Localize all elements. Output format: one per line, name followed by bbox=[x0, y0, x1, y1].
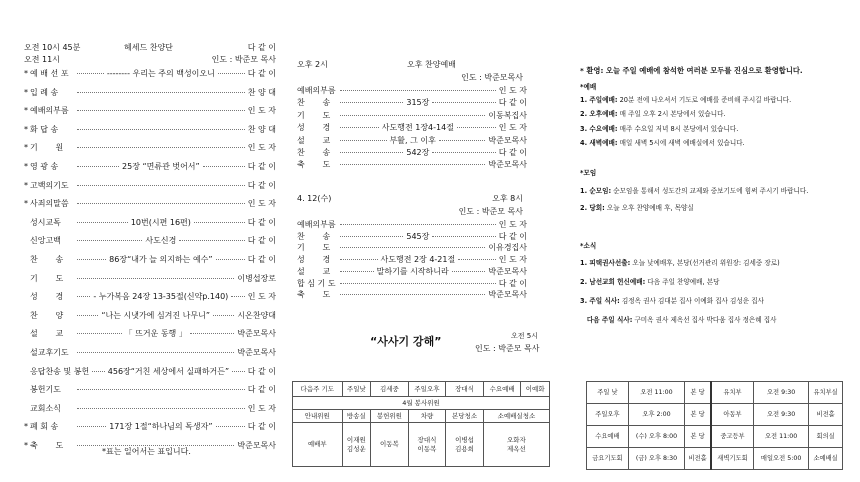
item-leader: 인 도 자 bbox=[498, 123, 528, 133]
item-content: 86장“내가 늘 의지하는 예수” bbox=[109, 255, 213, 264]
item-leader: 박준모목사 bbox=[237, 348, 276, 357]
schedule-cell: 회의실 bbox=[809, 426, 843, 448]
leader-dots bbox=[340, 294, 485, 295]
item-label: 봉헌기도 bbox=[30, 385, 61, 395]
duty-month-title: 4월 봉사위원 bbox=[293, 397, 550, 410]
duty-table bbox=[292, 381, 550, 467]
announcement-text: 김정옥 권사 김대분 집사 이예화 집사 김성운 집사 bbox=[619, 297, 764, 305]
item-content: 사도행전 1장4-14절 bbox=[381, 123, 454, 133]
item-leader: 이병섭장로 bbox=[237, 273, 276, 283]
item-leader: 이동복집사 bbox=[488, 110, 527, 120]
leader-dots bbox=[232, 371, 245, 372]
morning-header-time: 오전 10시 45분 bbox=[24, 43, 81, 52]
wednesday-row bbox=[297, 266, 527, 277]
item-label: 예배의부름 bbox=[297, 86, 336, 95]
duty-cell: 수요예배 bbox=[483, 382, 521, 397]
liturgy-row bbox=[24, 310, 276, 321]
item-leader: 다 같 이 bbox=[247, 236, 277, 246]
leader-dots bbox=[216, 259, 245, 260]
item-label: 성시교독 bbox=[30, 217, 61, 227]
item-content: 542장 bbox=[406, 148, 430, 157]
item-label: 응답찬송 및 봉헌 bbox=[30, 366, 90, 376]
item-content: 「 뜨거운 동행 」 bbox=[124, 329, 187, 339]
duty-name: 예배부 bbox=[293, 423, 343, 467]
item-leader: 다 같 이 bbox=[498, 278, 527, 288]
schedule-cell: 본 당 bbox=[685, 404, 711, 426]
item-label: 예배의부름 bbox=[297, 220, 336, 229]
item-label: 찬 송 bbox=[297, 98, 331, 108]
announcement-lead: 2. 오후예배: bbox=[580, 110, 618, 119]
afternoon-title: 오후 찬양예배 bbox=[407, 60, 456, 69]
leader-dots bbox=[77, 296, 90, 297]
morning-header-title: 헤세드 찬양단 bbox=[124, 43, 173, 52]
schedule-cell: 오전 9:30 bbox=[753, 404, 808, 426]
announcement-lead: 4. 새벽예배: bbox=[580, 139, 618, 148]
leader-dots bbox=[77, 408, 245, 409]
leader-dots bbox=[77, 147, 245, 148]
leader-dots bbox=[77, 389, 245, 390]
leader-dots bbox=[340, 247, 485, 248]
leader-dots bbox=[77, 129, 245, 130]
item-label: 고백의기도 bbox=[30, 180, 69, 190]
leader-dots bbox=[218, 73, 245, 74]
schedule-row bbox=[587, 404, 843, 426]
item-label: 찬 송 bbox=[297, 148, 331, 157]
item-leader: 인 도 자 bbox=[247, 403, 276, 413]
announcement-lead: 1. 순모임: bbox=[580, 187, 612, 195]
duty-cell: 김세중 bbox=[371, 382, 409, 397]
duty-cell: 다음주 기도 bbox=[293, 382, 343, 397]
item-label: 축 도 bbox=[297, 290, 331, 300]
wednesday-row bbox=[297, 231, 527, 242]
liturgy-row bbox=[24, 161, 276, 172]
duty-name: 이병섭 김용희 bbox=[446, 423, 484, 467]
announcement-item bbox=[580, 276, 719, 286]
liturgy-row bbox=[24, 235, 276, 246]
liturgy-row bbox=[24, 366, 276, 377]
leader-dots bbox=[340, 271, 374, 272]
schedule-row bbox=[587, 448, 843, 470]
leader-dots bbox=[77, 203, 245, 204]
leader-dots bbox=[77, 110, 245, 111]
leader-dots bbox=[203, 166, 245, 167]
group-heading: *모임 bbox=[580, 169, 597, 177]
sasagi-leader: 인도 : 박준모 목사 bbox=[475, 344, 540, 353]
announcement-item bbox=[580, 108, 726, 118]
item-leader: 찬 양 대 bbox=[247, 124, 276, 134]
announcement-lead: 3. 주일 식사: bbox=[580, 297, 620, 305]
liturgy-row bbox=[24, 142, 276, 153]
item-label: 사죄의말씀 bbox=[30, 199, 69, 209]
announcement-text: 다음 주일 찬양예배, 본당 bbox=[645, 278, 720, 286]
standing-mark: * bbox=[24, 441, 28, 450]
leader-dots bbox=[77, 73, 104, 74]
item-label: 성 경 bbox=[297, 123, 331, 133]
liturgy-row bbox=[24, 217, 276, 228]
item-leader: 인 도 자 bbox=[498, 86, 527, 95]
schedule-cell: (수) 오후 8:00 bbox=[628, 426, 684, 448]
item-label: 성 경 bbox=[30, 292, 64, 302]
announcements bbox=[580, 0, 850, 340]
schedule-cell: 소예배실 bbox=[809, 448, 843, 470]
item-leader: 다 같 이 bbox=[247, 366, 277, 376]
schedule-cell: (금) 오후 8:30 bbox=[628, 448, 684, 470]
sasagi-time: 오전 5시 bbox=[511, 332, 538, 340]
leader-dots bbox=[194, 222, 245, 223]
item-label: 기 원 bbox=[30, 143, 64, 153]
liturgy-row bbox=[24, 87, 276, 98]
item-label: 기 도 bbox=[297, 243, 331, 253]
item-label: 기 도 bbox=[297, 110, 331, 120]
leader-dots bbox=[77, 166, 119, 167]
wednesday-row bbox=[297, 219, 527, 230]
announcement-lead: 3. 수요예배: bbox=[580, 124, 618, 133]
announcement-lead: 2. 남선교회 헌신예배: bbox=[580, 278, 646, 286]
wednesday-row bbox=[297, 254, 527, 265]
liturgy-row bbox=[24, 291, 276, 302]
leader-dots bbox=[92, 371, 105, 372]
sasagi-title: “사사기 강해” bbox=[370, 335, 442, 348]
leader-dots bbox=[432, 236, 495, 237]
worship-heading: *예배 bbox=[580, 83, 597, 91]
item-content: 25장 “면류관 벗어서” bbox=[122, 162, 200, 171]
announcement-item bbox=[580, 137, 745, 147]
afternoon-leader: 인도 : 박준모목사 bbox=[461, 73, 523, 82]
leader-dots bbox=[190, 333, 235, 334]
announcement-text: 오늘 오후 찬양예배 후, 목양실 bbox=[604, 204, 694, 212]
schedule-row bbox=[587, 382, 843, 404]
item-label: 찬 양 bbox=[30, 310, 64, 320]
liturgy-row bbox=[24, 384, 276, 395]
item-content: 부활, 그 이후 bbox=[389, 135, 436, 145]
duty-role: 봉헌위원 bbox=[371, 410, 409, 423]
schedule-cell: 오전 11:00 bbox=[753, 426, 808, 448]
schedule-cell: 본 당 bbox=[685, 426, 711, 448]
item-label: 입 례 송 bbox=[30, 87, 59, 97]
item-content: 545장 bbox=[406, 231, 430, 241]
item-label: 합 심 기 도 bbox=[297, 278, 336, 288]
schedule-cell: 유치부 bbox=[711, 382, 754, 404]
announcement-item bbox=[580, 94, 791, 104]
duty-cell: 주일오후 bbox=[408, 382, 446, 397]
leader-dots bbox=[340, 236, 403, 237]
schedule-cell: 유치부실 bbox=[809, 382, 843, 404]
leader-dots bbox=[77, 185, 245, 186]
schedule-cell: 오후 2:00 bbox=[628, 404, 684, 426]
item-leader: 박준모목사 bbox=[488, 135, 528, 145]
schedule-cell: 새벽기도회 bbox=[711, 448, 754, 470]
item-leader: 시온찬양대 bbox=[237, 310, 277, 320]
item-leader: 박준모목사 bbox=[488, 290, 527, 300]
welcome-text: * 환영: 오늘 주일 예배에 참석한 여러분 모두를 진심으로 환영합니다. bbox=[580, 66, 803, 75]
leader-dots bbox=[77, 278, 234, 279]
item-leader: 다 같 이 bbox=[247, 162, 276, 171]
duty-role: 소예배실청소 bbox=[483, 410, 549, 423]
schedule-cell: 아동부 bbox=[711, 404, 754, 426]
item-leader: 인 도 자 bbox=[498, 220, 527, 229]
duty-cell: 이예화 bbox=[521, 382, 550, 397]
duty-role: 방송실 bbox=[342, 410, 371, 423]
duty-role: 본당청소 bbox=[446, 410, 484, 423]
leader-dots bbox=[77, 352, 234, 353]
schedule-cell: 주일 낮 bbox=[587, 382, 629, 404]
morning-header-who: 인도 : 박준모 목사 bbox=[211, 55, 276, 64]
item-content: 315장 bbox=[406, 98, 430, 108]
duty-role: 차량 bbox=[408, 410, 446, 423]
leader-dots bbox=[452, 271, 486, 272]
schedule-row bbox=[587, 426, 843, 448]
prayer-row bbox=[293, 382, 550, 397]
schedule-cell: 오전 9:30 bbox=[753, 382, 808, 404]
announcement-lead: 1. 주일예배: bbox=[580, 96, 618, 104]
standing-mark: * bbox=[24, 199, 28, 209]
announcement-lead: 1. 피택권사선출: bbox=[580, 259, 631, 267]
schedule-cell: 비전홀 bbox=[809, 404, 843, 426]
duty-name: 이재원 김성운 bbox=[342, 423, 371, 467]
item-leader: 다 같 이 bbox=[498, 98, 527, 108]
leader-dots bbox=[340, 224, 496, 225]
schedule-cell: 금요기도회 bbox=[587, 448, 629, 470]
item-leader: 인 도 자 bbox=[247, 106, 276, 116]
morning-service bbox=[24, 0, 276, 482]
duty-cell: 주일낮 bbox=[342, 382, 371, 397]
item-leader: 다 같 이 bbox=[498, 231, 527, 241]
item-content: - 누가복음 24장 13-35절(신약p.140) bbox=[93, 292, 229, 302]
item-label: 예배의부름 bbox=[30, 106, 69, 116]
announcement-text: 매일 새벽 5시에 새벽 예배실에서 있습니다. bbox=[617, 139, 745, 148]
item-leader: 다 같 이 bbox=[247, 69, 277, 78]
item-leader: 찬 양 대 bbox=[247, 87, 276, 97]
leader-dots bbox=[77, 222, 128, 223]
announcement-item bbox=[580, 185, 808, 195]
standing-mark: * bbox=[24, 180, 28, 190]
item-leader: 인 도 자 bbox=[247, 292, 276, 302]
item-leader: 다 같 이 bbox=[247, 422, 277, 432]
item-leader: 박준모목사 bbox=[488, 266, 527, 276]
standing-mark: * bbox=[24, 69, 28, 78]
standing-mark: * bbox=[24, 87, 28, 97]
leader-dots bbox=[231, 296, 244, 297]
liturgy-row bbox=[24, 254, 276, 265]
item-label: 찬 송 bbox=[297, 231, 331, 241]
item-leader: 다 같 이 bbox=[247, 180, 276, 190]
leader-dots bbox=[216, 426, 245, 427]
duty-name: 이동복 bbox=[371, 423, 409, 467]
wednesday-row bbox=[297, 242, 527, 253]
item-label: 설교후기도 bbox=[30, 348, 69, 357]
item-leader: 다 같 이 bbox=[247, 255, 277, 264]
liturgy-row bbox=[24, 403, 276, 414]
standing-mark: * bbox=[24, 106, 28, 116]
item-label: 축 도 bbox=[297, 160, 331, 170]
leader-dots bbox=[340, 259, 378, 260]
item-leader: 다 같 이 bbox=[498, 148, 527, 157]
announcement-text: 오늘 낮예배후, 본당(선거관리 위원장: 김세중 장로) bbox=[630, 259, 780, 267]
morning-header-time: 오전 11시 bbox=[24, 55, 60, 64]
duty-name: 오화자 제옥선 bbox=[483, 423, 549, 467]
duty-name: 장대식 이동복 bbox=[408, 423, 446, 467]
leader-dots bbox=[77, 92, 245, 93]
liturgy-row bbox=[24, 273, 276, 284]
item-label: 축 도 bbox=[30, 441, 64, 450]
leader-dots bbox=[77, 259, 106, 260]
item-leader: 인 도 자 bbox=[247, 199, 276, 209]
item-content: 사도신경 bbox=[145, 236, 177, 246]
announcement-lead: 다음 주일 식사: bbox=[580, 316, 633, 324]
item-leader: 박준모목사 bbox=[237, 441, 276, 450]
standing-mark: * bbox=[24, 124, 28, 134]
leader-dots bbox=[213, 315, 234, 316]
item-content: 10번(시편 16편) bbox=[130, 217, 191, 227]
item-label: 예 배 선 포 bbox=[30, 69, 69, 78]
standing-mark: * bbox=[24, 162, 28, 171]
leader-dots bbox=[77, 240, 142, 241]
standing-mark: * bbox=[24, 143, 28, 153]
item-label: 성 경 bbox=[297, 255, 331, 265]
liturgy-row bbox=[24, 347, 276, 358]
afternoon-time: 오후 2시 bbox=[297, 60, 328, 69]
news-heading: *소식 bbox=[580, 242, 597, 250]
duty-role-row bbox=[293, 410, 550, 423]
announcement-item bbox=[580, 123, 738, 133]
leader-dots bbox=[340, 283, 496, 284]
item-content: “나는 시냇가에 심겨진 나무니” bbox=[101, 310, 211, 320]
item-leader: 박준모목사 bbox=[488, 160, 527, 170]
schedule-cell: 본 당 bbox=[685, 382, 711, 404]
item-label: 화 답 송 bbox=[30, 124, 59, 134]
leader-dots bbox=[458, 259, 496, 260]
item-leader: 인 도 자 bbox=[498, 255, 528, 265]
item-content: 말하기를 시작하니라 bbox=[376, 266, 449, 276]
wednesday-time: 오후 8시 bbox=[492, 194, 523, 203]
schedule-cell: 주일오후 bbox=[587, 404, 629, 426]
schedule-cell: 중고등부 bbox=[711, 426, 754, 448]
announcement-text: 매주 수요일 저녁 8시 본당에서 있습니다. bbox=[617, 124, 739, 133]
announcement-item bbox=[580, 295, 764, 305]
announcement-item bbox=[580, 202, 694, 212]
duty-role: 안내위원 bbox=[293, 410, 343, 423]
announcement-text: 20분 전에 나오셔서 기도로 예배를 준비해 주시길 바랍니다. bbox=[617, 96, 792, 104]
liturgy-row bbox=[24, 180, 276, 191]
schedule-cell: 오전 11:00 bbox=[628, 382, 684, 404]
item-label: 기 도 bbox=[30, 273, 64, 283]
schedule-cell: 비전홀 bbox=[685, 448, 711, 470]
item-label: 설 교 bbox=[30, 329, 64, 339]
item-leader: 다 같 이 bbox=[247, 217, 276, 227]
schedule-table bbox=[586, 381, 843, 470]
item-content: 456장“거친 세상에서 실패하거든” bbox=[107, 366, 230, 376]
wednesday-row bbox=[297, 289, 527, 300]
leader-dots bbox=[77, 426, 106, 427]
schedule-cell: 수요예배 bbox=[587, 426, 629, 448]
item-label: 설 교 bbox=[297, 135, 331, 145]
item-leader: 이유경집사 bbox=[488, 243, 527, 253]
duty-cell: 장대식 bbox=[446, 382, 484, 397]
announcement-text: 매 주일 오후 2시 본당에서 있습니다. bbox=[617, 110, 726, 119]
wednesday-date: 4. 12(수) bbox=[297, 194, 332, 203]
liturgy-row bbox=[24, 198, 276, 209]
standing-mark: * bbox=[24, 422, 28, 432]
liturgy-row bbox=[24, 68, 276, 79]
item-label: 신앙고백 bbox=[30, 236, 61, 246]
liturgy-row bbox=[24, 105, 276, 116]
announcement-text: 순모임을 통해서 성도간의 교제와 중보기도에 힘써 주시기 바랍니다. bbox=[611, 187, 809, 195]
item-label: 찬 송 bbox=[30, 255, 64, 264]
liturgy-row bbox=[24, 328, 276, 339]
announcement-item bbox=[580, 257, 780, 267]
item-label: 설 교 bbox=[297, 266, 331, 276]
leader-dots bbox=[179, 240, 244, 241]
item-content: 사도행전 2장 4-21절 bbox=[380, 255, 456, 265]
wednesday-service bbox=[297, 0, 527, 310]
standing-note: *표는 일어서는 표입니다. bbox=[102, 447, 191, 456]
schedule-cell: 매일오전 5:00 bbox=[753, 448, 808, 470]
leader-dots bbox=[77, 333, 122, 334]
morning-header-who: 다 같 이 bbox=[247, 43, 276, 52]
leader-dots bbox=[77, 315, 98, 316]
item-label: 교회소식 bbox=[30, 403, 61, 413]
wednesday-leader: 인도 : 박준모 목사 bbox=[458, 207, 523, 216]
announcement-item bbox=[580, 314, 777, 324]
item-leader: 인 도 자 bbox=[247, 143, 276, 153]
duty-name-row bbox=[293, 423, 550, 467]
item-label: 영 광 송 bbox=[30, 162, 59, 171]
item-leader: 다 같 이 bbox=[247, 385, 276, 395]
announcement-lead: 2. 당회: bbox=[580, 204, 605, 212]
announcement-text: 구미옥 권사 제옥선 집사 박다움 집사 정은혜 집사 bbox=[632, 316, 777, 324]
item-content: -------- 우리는 주의 백성이오니 bbox=[106, 69, 215, 78]
wednesday-row bbox=[297, 278, 527, 289]
item-leader: 박준모목사 bbox=[237, 329, 277, 339]
liturgy-row bbox=[24, 421, 276, 432]
liturgy-row bbox=[24, 124, 276, 135]
item-label: 폐 회 송 bbox=[30, 422, 59, 432]
item-content: 171장 1절“하나님의 독생자” bbox=[109, 422, 213, 432]
